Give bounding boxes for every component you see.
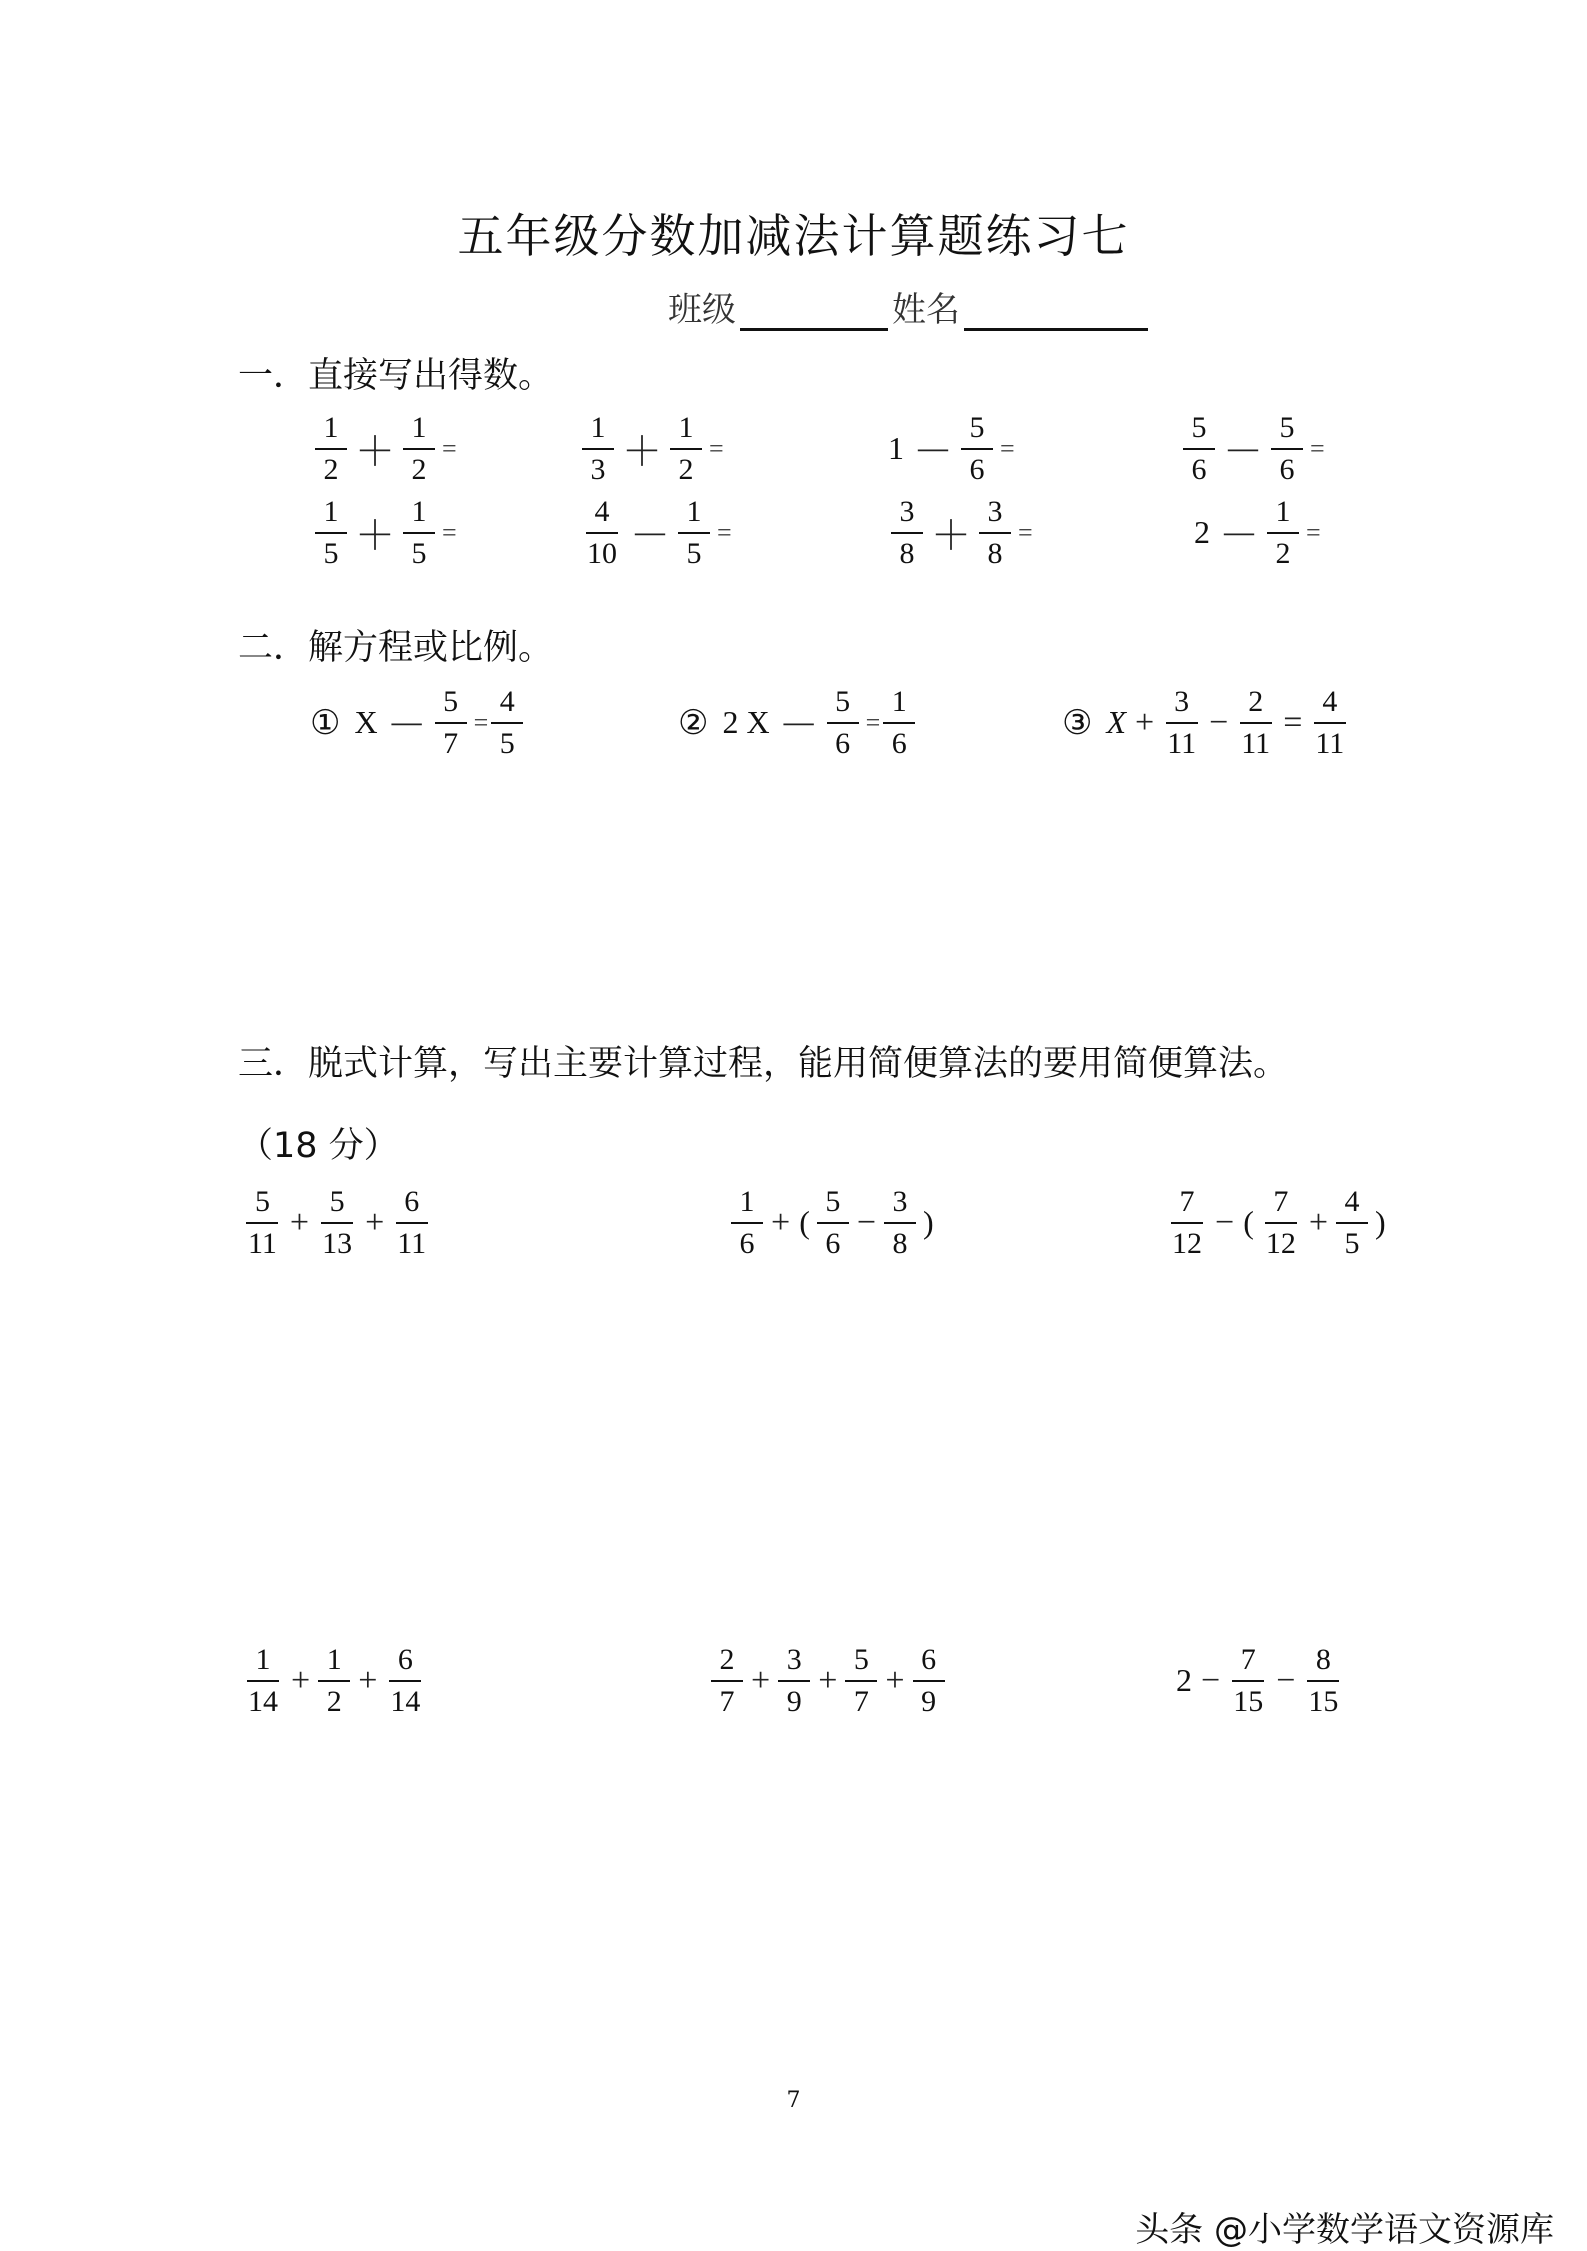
fraction: $\frac{4}{5}$ bbox=[1336, 1186, 1368, 1259]
fraction: $\frac{5}{6}$ bbox=[817, 1186, 849, 1259]
fraction: $\frac{1}{2}$ bbox=[1267, 496, 1299, 569]
fraction: $\frac{1}{14}$ bbox=[248, 1643, 278, 1718]
fraction: $\frac{3}{11}$ bbox=[1167, 685, 1197, 760]
problem-1: $\frac{5}{11}$ + $\frac{5}{13}$ + $\frac{6}{11}$ bbox=[240, 1186, 434, 1259]
fraction: $\frac{5}{6}$ bbox=[1183, 412, 1215, 485]
fraction: $\frac{3}{9}$ bbox=[778, 1644, 810, 1717]
s1-item-2: $\frac{1}{3}$ ＋ $\frac{1}{2}$ = bbox=[579, 412, 724, 485]
fraction: $\frac{5}{11}$ bbox=[248, 1185, 277, 1260]
name-blank[interactable] bbox=[964, 296, 1148, 331]
fraction: $\frac{1}{5}$ bbox=[403, 496, 435, 569]
fraction: $\frac{7}{15}$ bbox=[1233, 1643, 1264, 1718]
equation-2: ② 2 X － $\frac{5}{6}$ = $\frac{1}{6}$ bbox=[678, 686, 918, 759]
fraction: $\frac{6}{14}$ bbox=[390, 1643, 421, 1718]
section3-score: （18 分） bbox=[238, 1126, 399, 1166]
fraction: $\frac{5}{6}$ bbox=[1271, 412, 1303, 485]
s1-item-8: 2 － $\frac{1}{2}$ = bbox=[1194, 495, 1321, 570]
fraction: $\frac{5}{6}$ bbox=[827, 686, 859, 759]
fraction: $\frac{4}{10}$ bbox=[587, 495, 617, 570]
fraction: $\frac{7}{12}$ bbox=[1172, 1185, 1202, 1260]
s1-item-3: 1 － $\frac{5}{6}$ = bbox=[888, 411, 1015, 486]
page-title: 五年级分数加减法计算题练习七 bbox=[457, 209, 1130, 263]
problem-5: $\frac{2}{7}$ + $\frac{3}{9}$ + $\frac{5}{7}$ + $\frac{6}{9}$ bbox=[708, 1644, 948, 1717]
problem-6: 2 − $\frac{7}{15}$ − $\frac{8}{15}$ bbox=[1172, 1644, 1346, 1717]
watermark: 头条 @小学数学语文资源库 bbox=[1135, 2210, 1554, 2250]
s1-item-4: $\frac{5}{6}$ － $\frac{5}{6}$ = bbox=[1180, 412, 1325, 485]
class-label: 班级 bbox=[668, 290, 736, 330]
equation-3: ③ X + $\frac{3}{11}$ − $\frac{2}{11}$ = $\frac{4}{11}$ bbox=[1062, 686, 1352, 759]
s1-item-5: $\frac{1}{5}$ ＋ $\frac{1}{5}$ = bbox=[312, 496, 457, 569]
fraction: $\frac{3}{8}$ bbox=[891, 496, 923, 569]
s1-item-7: $\frac{3}{8}$ ＋ $\frac{3}{8}$ = bbox=[888, 496, 1033, 569]
fraction: $\frac{1}{2}$ bbox=[315, 412, 347, 485]
fraction: $\frac{1}{6}$ bbox=[883, 686, 915, 759]
fraction: $\frac{5}{7}$ bbox=[845, 1644, 877, 1717]
name-label: 姓名 bbox=[892, 290, 960, 330]
problem-4: $\frac{1}{14}$ + $\frac{1}{2}$ + $\frac{6}{14}$ bbox=[240, 1644, 428, 1717]
fraction: $\frac{2}{7}$ bbox=[711, 1644, 743, 1717]
fraction: $\frac{6}{9}$ bbox=[913, 1644, 945, 1717]
fraction: $\frac{7}{12}$ bbox=[1265, 1185, 1296, 1260]
section2-heading: 二．解方程或比例。 bbox=[238, 628, 554, 668]
fraction: $\frac{5}{7}$ bbox=[435, 686, 467, 759]
page-number: 7 bbox=[786, 2088, 801, 2113]
fraction: $\frac{1}{2}$ bbox=[318, 1644, 350, 1717]
section1-heading: 一．直接写出得数。 bbox=[238, 356, 554, 396]
fraction: $\frac{1}{6}$ bbox=[731, 1186, 763, 1259]
fraction: $\frac{2}{11}$ bbox=[1241, 685, 1271, 760]
s1-item-1: $\frac{1}{2}$ ＋ $\frac{1}{2}$ = bbox=[312, 412, 457, 485]
class-blank[interactable] bbox=[740, 296, 888, 331]
problem-2: $\frac{1}{6}$ + ( $\frac{5}{6}$ − $\frac{3}{8}$ ) bbox=[728, 1186, 938, 1259]
fraction: $\frac{5}{6}$ bbox=[961, 412, 993, 485]
fraction: $\frac{3}{8}$ bbox=[884, 1186, 916, 1259]
fraction: $\frac{1}{5}$ bbox=[315, 496, 347, 569]
fraction: $\frac{1}{5}$ bbox=[678, 496, 710, 569]
fraction: $\frac{8}{15}$ bbox=[1308, 1643, 1339, 1718]
s1-item-6: $\frac{4}{10}$ － $\frac{1}{5}$ = bbox=[579, 496, 732, 569]
section3-heading: 三．脱式计算，写出主要计算过程，能用简便算法的要用简便算法。 bbox=[238, 1044, 1289, 1084]
fraction: $\frac{3}{8}$ bbox=[979, 496, 1011, 569]
student-info bbox=[668, 282, 1152, 331]
problem-3: $\frac{7}{12}$ − ( $\frac{7}{12}$ + $\frac{4}{5}$ ) bbox=[1164, 1186, 1390, 1259]
fraction: $\frac{1}{3}$ bbox=[582, 412, 614, 485]
equation-1: ① X － $\frac{5}{7}$ = $\frac{4}{5}$ bbox=[310, 686, 526, 759]
fraction: $\frac{4}{5}$ bbox=[491, 686, 523, 759]
fraction: $\frac{1}{2}$ bbox=[403, 412, 435, 485]
fraction: $\frac{5}{13}$ bbox=[322, 1185, 353, 1260]
fraction: $\frac{6}{11}$ bbox=[397, 1185, 427, 1260]
fraction: $\frac{4}{11}$ bbox=[1315, 685, 1345, 760]
fraction: $\frac{1}{2}$ bbox=[670, 412, 702, 485]
